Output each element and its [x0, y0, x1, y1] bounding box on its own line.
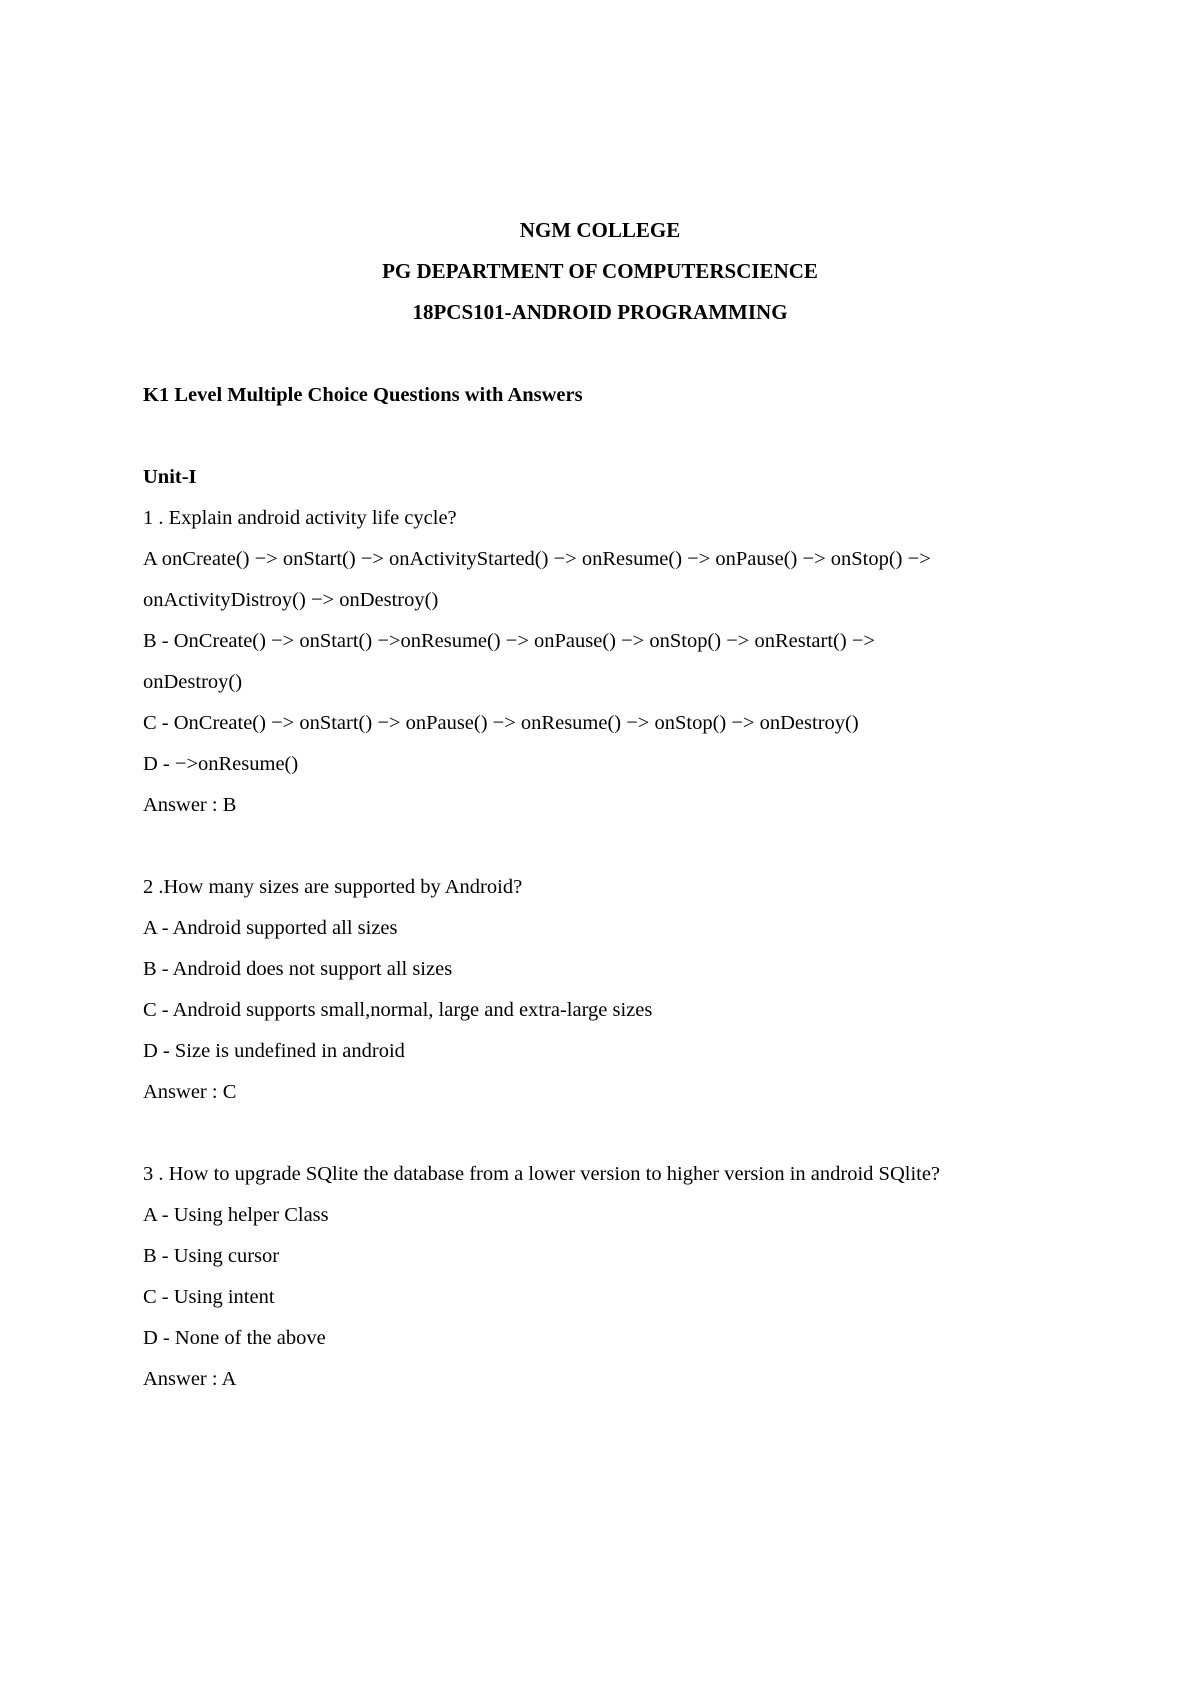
question-block-1 — [143, 506, 1103, 834]
answer-text: Answer : B — [143, 794, 237, 816]
answer-text: Answer : C — [143, 1081, 237, 1103]
option-line: C - Android supports small,normal, large and extra-large sizes — [143, 999, 653, 1021]
option-line: onActivityDistroy() −> onDestroy() — [143, 589, 439, 611]
unit-heading: Unit-I — [143, 466, 197, 488]
option-line: A onCreate() −> onStart() −> onActivityStarted() −> onResume() −> onPause() −> onStop() −> — [143, 548, 931, 570]
college-name: NGM COLLEGE — [519, 218, 681, 242]
option-line: D - −>onResume() — [143, 753, 299, 775]
course-title: 18PCS101-ANDROID PROGRAMMING — [412, 300, 788, 324]
option-line: B - Using cursor — [143, 1245, 280, 1267]
spacer — [143, 1121, 1103, 1162]
option-line: D - Size is undefined in android — [143, 1040, 405, 1062]
option-line: A - Using helper Class — [143, 1204, 329, 1226]
spacer — [143, 424, 1103, 465]
department-name: PG DEPARTMENT OF COMPUTERSCIENCE — [382, 259, 818, 283]
option-line: C - Using intent — [143, 1286, 275, 1308]
question-block-3 — [143, 1162, 1103, 1408]
question-text: 2 .How many sizes are supported by Android? — [143, 876, 523, 898]
section-title: K1 Level Multiple Choice Questions with Answers — [143, 384, 583, 406]
option-line: D - None of the above — [143, 1327, 326, 1349]
option-line: onDestroy() — [143, 671, 243, 693]
option-line: B - OnCreate() −> onStart() −>onResume() −> onPause() −> onStop() −> onRestart() −> — [143, 630, 875, 652]
question-text: 1 . Explain android activity life cycle? — [143, 507, 457, 529]
answer-text: Answer : A — [143, 1368, 237, 1390]
option-line: C - OnCreate() −> onStart() −> onPause() −> onResume() −> onStop() −> onDestroy() — [143, 712, 859, 734]
option-line: A - Android supported all sizes — [143, 917, 398, 939]
question-text: 3 . How to upgrade SQlite the database from a lower version to higher version in android SQlite? — [143, 1163, 941, 1185]
option-line: B - Android does not support all sizes — [143, 958, 453, 980]
question-content — [143, 383, 1103, 1408]
question-block-2 — [143, 875, 1103, 1121]
spacer — [143, 834, 1103, 875]
